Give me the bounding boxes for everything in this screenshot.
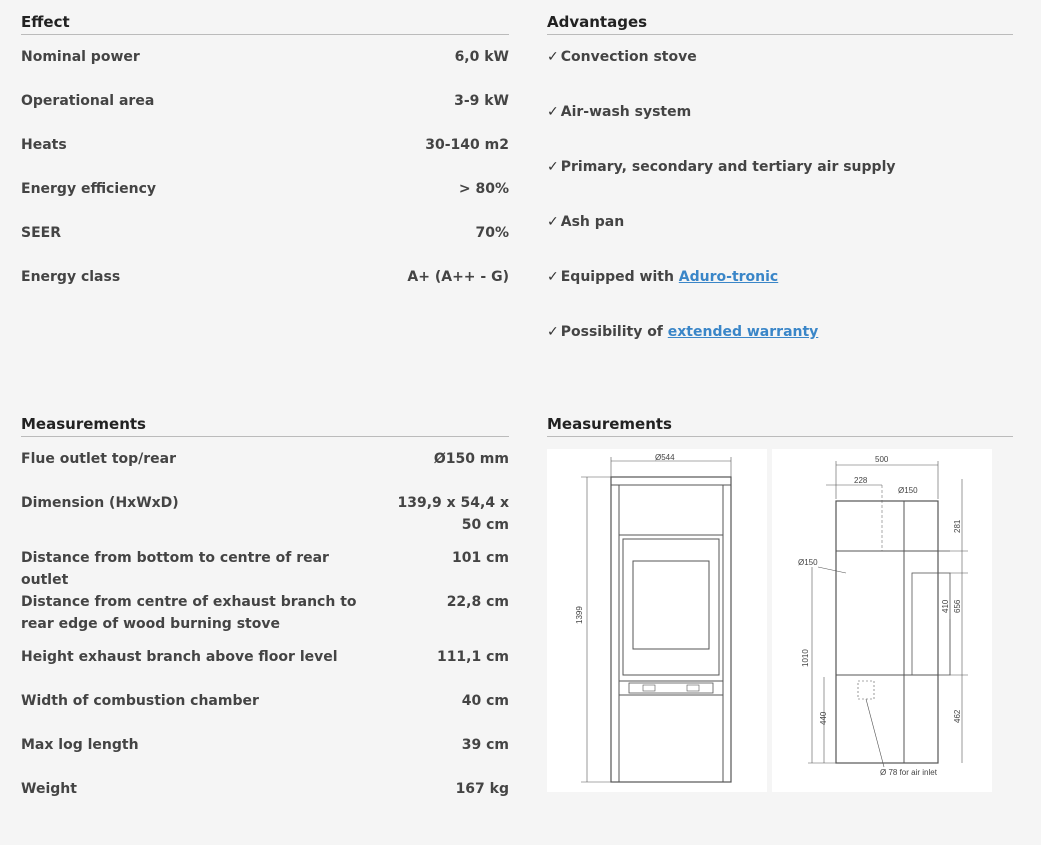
spec-label: Heats	[21, 137, 67, 153]
side-view-drawing	[772, 449, 992, 792]
side-bottom-label: 462	[953, 709, 962, 723]
advantages-title: Advantages	[547, 13, 1013, 35]
spec-label: Dimension (HxWxD)	[21, 495, 179, 511]
advantage-item	[547, 211, 624, 233]
spec-value: A+ (A++ - G)	[407, 269, 509, 285]
spec-value: Ø150 mm	[433, 451, 509, 467]
spec-label: Operational area	[21, 93, 155, 109]
spec-label: Weight	[21, 781, 77, 797]
side-depth-label: 500	[875, 455, 889, 464]
effect-title: Effect	[21, 13, 509, 35]
check-icon: ✓	[547, 159, 559, 175]
spec-value: 3-9 kW	[454, 93, 509, 109]
spec-value: 167 kg	[455, 781, 509, 797]
advantage-item	[547, 156, 896, 178]
side-air-inlet-label: Ø 78 for air inlet	[880, 768, 937, 777]
advantage-text: Primary, secondary and tertiary air supply	[560, 159, 896, 175]
aduro-tronic-link[interactable]: Aduro-tronic	[678, 269, 779, 285]
spec-value: > 80%	[458, 181, 509, 197]
advantage-text: Ash pan	[560, 214, 625, 230]
check-icon: ✓	[547, 324, 559, 340]
side-mid-label: 656	[953, 599, 962, 613]
spec-value: 70%	[475, 225, 509, 241]
drawings-title: Measurements	[547, 415, 1013, 437]
spec-label: Distance from bottom to centre of rear outlet	[21, 550, 329, 588]
advantage-item	[547, 46, 697, 68]
measurements-title: Measurements	[21, 415, 509, 437]
check-icon: ✓	[547, 214, 559, 230]
spec-value: 40 cm	[461, 693, 509, 709]
extended-warranty-link[interactable]: extended warranty	[667, 324, 819, 340]
spec-label: Flue outlet top/rear	[21, 451, 177, 467]
side-top-height-label: 281	[953, 519, 962, 533]
advantage-text: Equipped with	[560, 269, 679, 285]
check-icon: ✓	[547, 49, 559, 65]
spec-value: 39 cm	[461, 737, 509, 753]
front-view-svg	[547, 449, 767, 792]
check-icon: ✓	[547, 269, 559, 285]
spec-value: 139,9 x 54,4 x 50 cm	[397, 495, 509, 533]
advantage-item	[547, 101, 691, 123]
side-window-label: 410	[941, 599, 950, 613]
spec-value: 22,8 cm	[446, 594, 509, 610]
advantage-item	[547, 266, 778, 288]
spec-label: Width of combustion chamber	[21, 693, 259, 709]
advantage-text: Convection stove	[560, 49, 697, 65]
spec-value: 6,0 kW	[454, 49, 509, 65]
spec-value: 111,1 cm	[436, 649, 509, 665]
front-view-drawing	[547, 449, 767, 792]
spec-label: Energy class	[21, 269, 121, 285]
spec-label: Nominal power	[21, 49, 140, 65]
spec-label: Distance from centre of exhaust branch to rear edge of wood burning stove	[21, 594, 357, 632]
side-offset-label: 228	[854, 476, 868, 485]
advantage-item	[547, 321, 818, 343]
spec-value: 30-140 m2	[425, 137, 509, 153]
front-height-label: 1399	[575, 606, 584, 624]
spec-label: Max log length	[21, 737, 139, 753]
spec-label: Energy efficiency	[21, 181, 157, 197]
spec-value: 101 cm	[452, 550, 509, 566]
side-view-svg	[772, 449, 992, 792]
advantage-text: Air-wash system	[560, 104, 692, 120]
side-top-flue-label: Ø150	[898, 486, 918, 495]
advantage-text: Possibility of	[560, 324, 668, 340]
side-air-height-label: 440	[819, 711, 828, 725]
side-rear-outlet-label: 1010	[801, 649, 810, 667]
check-icon: ✓	[547, 104, 559, 120]
front-width-label: Ø544	[655, 453, 675, 462]
spec-label: SEER	[21, 225, 61, 241]
side-rear-flue-label: Ø150	[798, 558, 818, 567]
spec-label: Height exhaust branch above floor level	[21, 649, 338, 665]
